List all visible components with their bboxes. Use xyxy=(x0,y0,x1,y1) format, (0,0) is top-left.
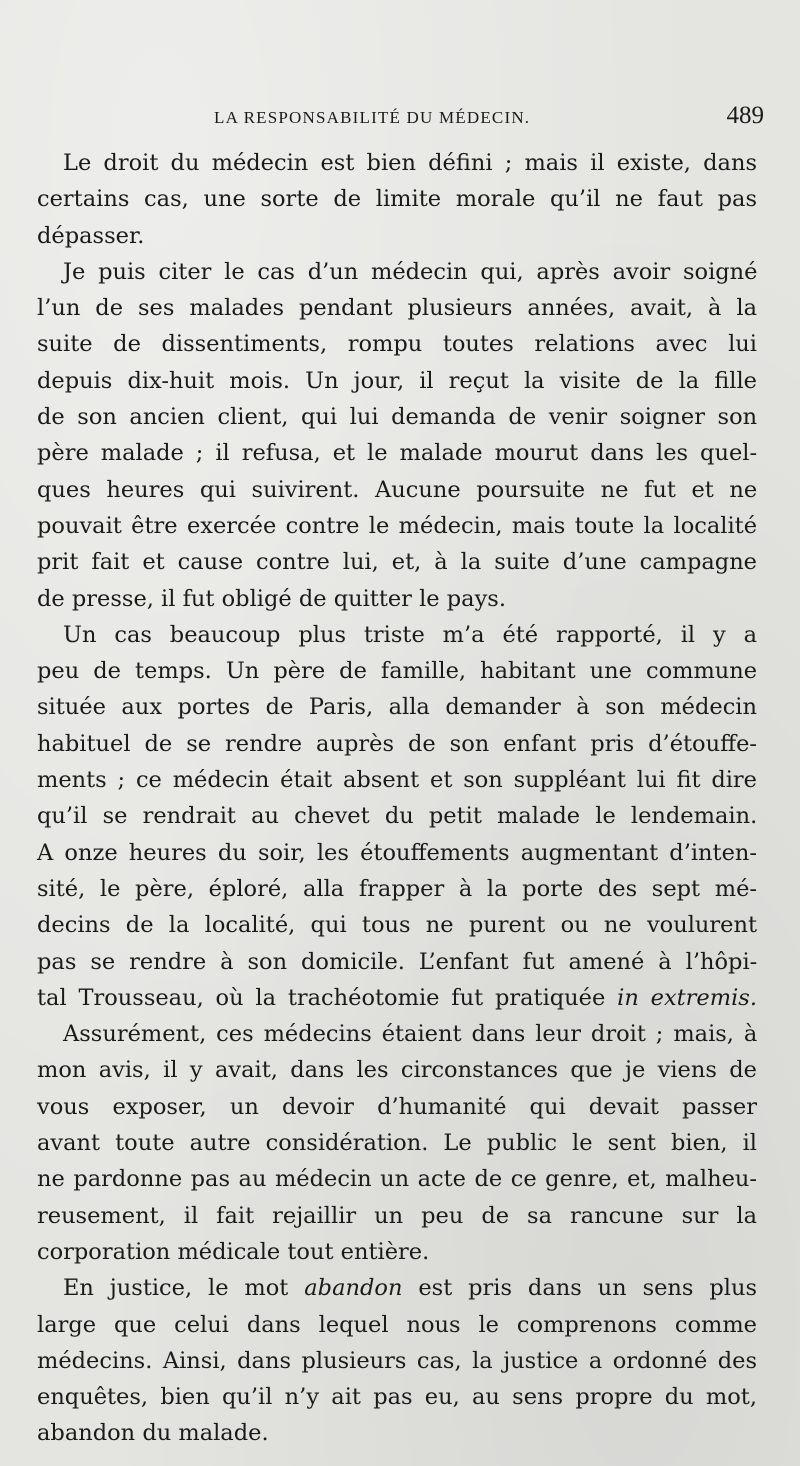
text-line: peu de temps. Un père de famille, habitant une commune xyxy=(37,658,758,685)
text-line: depuis dix-huit mois. Un jour, il reçut la visite de la fille xyxy=(37,367,757,394)
text-line: enquêtes, bien qu’il n’y ait pas eu, au sens propre du mot, xyxy=(37,1384,757,1411)
italic-word: abandon xyxy=(304,1275,403,1302)
text-line: reusement, il fait rejaillir un peu de sa rancune sur la xyxy=(37,1202,757,1229)
text-line: l’un de ses malades pendant plusieurs années, avait, à la xyxy=(37,295,757,322)
text-segment: En justice, le mot xyxy=(63,1275,289,1302)
page-number: 489 xyxy=(726,102,764,129)
text-line: suite de dissentiments, rompu toutes relations avec lui xyxy=(37,331,757,358)
page-header xyxy=(34,102,764,142)
running-title: LA RESPONSABILITÉ DU MÉDECIN. xyxy=(214,108,531,127)
text-segment: est pris dans un sens plus xyxy=(418,1275,757,1302)
paragraph-4 xyxy=(37,1016,757,1270)
text-line: pouvait être exercée contre le médecin, mais toute la localité xyxy=(37,512,758,539)
text-line: prit fait et cause contre lui, et, à la suite d’une campagne xyxy=(37,549,757,576)
text-line: Un cas beaucoup plus triste m’a été rapporté, il y a xyxy=(63,621,757,648)
text-line: médecins. Ainsi, dans plusieurs cas, la justice a ordonné des xyxy=(37,1347,758,1374)
text-segment: tal Trousseau, où la trachéotomie fut pratiquée xyxy=(37,984,606,1011)
paragraph-2 xyxy=(37,254,757,617)
text-line: père malade ; il refusa, et le malade mourut dans les quel- xyxy=(37,440,758,467)
text-line: mon avis, il y avait, dans les circonstances que je viens de xyxy=(37,1057,757,1084)
text-line: vous exposer, un devoir d’humanité qui devait passer xyxy=(37,1093,758,1120)
text-line: ques heures qui suivirent. Aucune poursuite ne fut et ne xyxy=(37,476,758,503)
text-line: Je puis citer le cas d’un médecin qui, après avoir soigné xyxy=(63,258,758,285)
text-line: qu’il se rendrait au chevet du petit malade le lendemain. xyxy=(37,803,758,830)
text-line: corporation médicale tout entière. xyxy=(37,1238,430,1265)
text-line: abandon du malade. xyxy=(37,1420,269,1447)
text-line: avant toute autre considération. Le public le sent bien, il xyxy=(37,1130,758,1157)
text-line: dépasser. xyxy=(37,222,145,249)
paragraph-3 xyxy=(37,617,757,1016)
text-line: ments ; ce médecin était absent et son suppléant lui fit dire xyxy=(37,767,757,794)
text-line: certains cas, une sorte de limite morale qu’il ne faut pas xyxy=(37,186,757,213)
text-line: decins de la localité, qui tous ne purent ou ne voulurent xyxy=(37,912,757,939)
text-line: de presse, il fut obligé de quitter le pays. xyxy=(37,585,506,612)
text-line: A onze heures du soir, les étouffements augmentant d’inten- xyxy=(37,839,757,866)
text-line: large que celui dans lequel nous le comprenons comme xyxy=(37,1311,757,1338)
text-line: située aux portes de Paris, alla demander à son médecin xyxy=(37,694,757,721)
text-line: Assurément, ces médecins étaient dans leur droit ; mais, à xyxy=(63,1021,758,1048)
body-text xyxy=(37,145,757,1452)
text-line: pas se rendre à son domicile. L’enfant fut amené à l’hôpi- xyxy=(37,948,758,975)
text-line xyxy=(37,980,757,1016)
paragraph-5 xyxy=(37,1270,757,1451)
text-line: sité, le père, éploré, alla frapper à la porte des sept mé- xyxy=(37,875,757,902)
text-line xyxy=(37,1270,757,1306)
paragraph-1 xyxy=(37,145,757,254)
text-line: habituel de se rendre auprès de son enfant pris d’étouffe- xyxy=(37,730,757,757)
italic-phrase: in extremis. xyxy=(617,984,757,1011)
text-line: de son ancien client, qui lui demanda de venir soigner son xyxy=(37,404,758,431)
text-line: Le droit du médecin est bien défini ; mais il existe, dans xyxy=(63,150,757,176)
text-line: ne pardonne pas au médecin un acte de ce genre, et, malheu- xyxy=(37,1166,757,1193)
